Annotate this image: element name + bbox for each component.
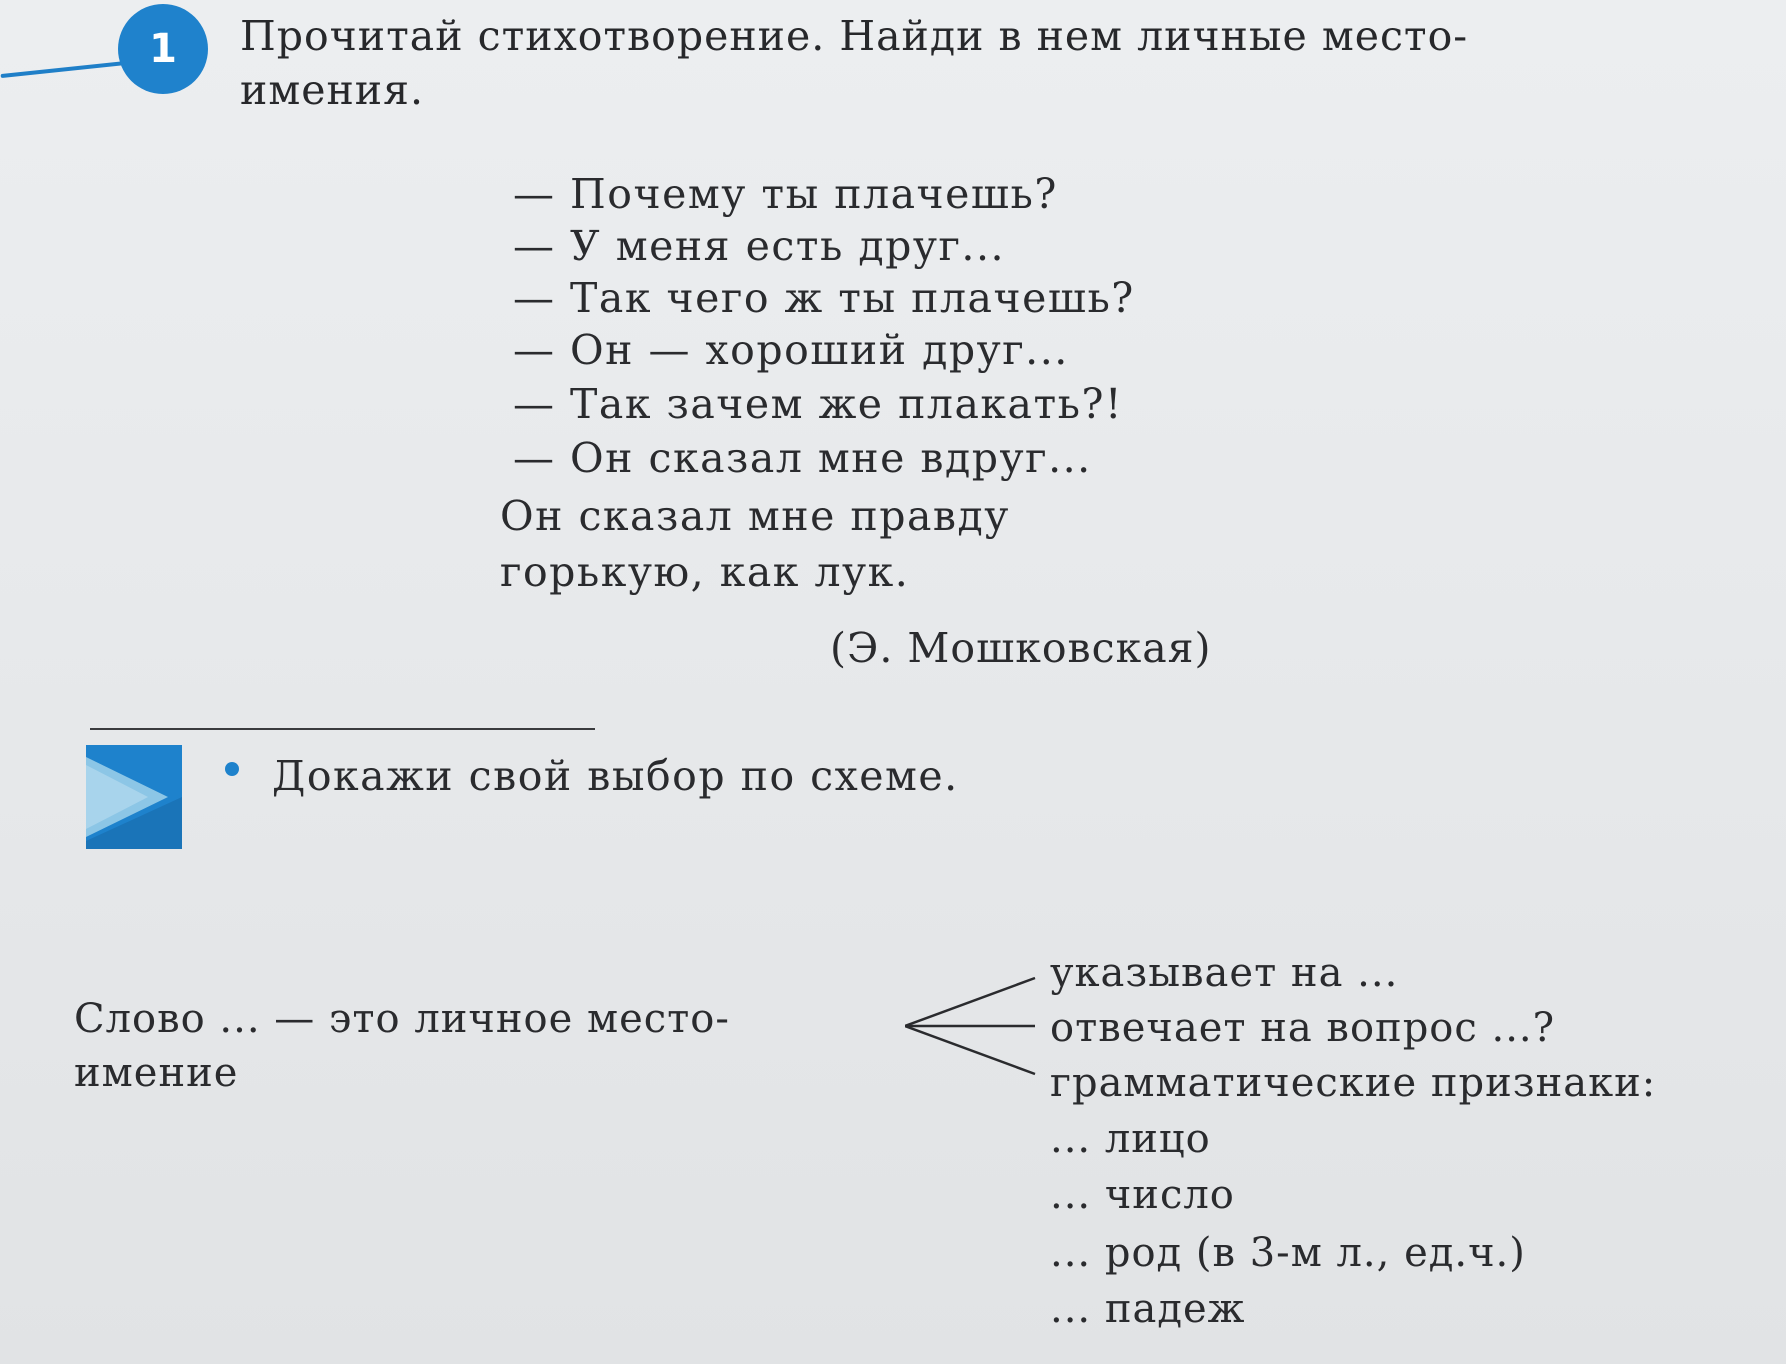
scheme-feature: ... род (в 3-м л., ед.ч.)	[1050, 1230, 1526, 1276]
scheme-branch: грамматические признаки:	[1050, 1060, 1657, 1106]
poem-line: Он сказал мне правду	[500, 492, 1010, 540]
task-number-badge	[118, 4, 208, 94]
poem-line: — Он сказал мне вдруг...	[513, 434, 1092, 482]
scheme-branch: указывает на ...	[1050, 950, 1399, 996]
scheme-left-line-1: Слово ... — это личное место-	[74, 996, 730, 1042]
poem-line: — У меня есть друг...	[513, 222, 1006, 270]
scheme-feature: ... число	[1050, 1172, 1235, 1218]
bullet-dot-icon	[225, 762, 239, 776]
poem-line: — Так зачем же плакать?!	[513, 380, 1123, 428]
scheme-branch-arrows	[905, 960, 1045, 1100]
poem-line: — Он — хороший друг...	[513, 326, 1069, 374]
play-marker-icon	[86, 745, 182, 849]
poem-line: — Почему ты плачешь?	[513, 170, 1058, 218]
scheme-branch: отвечает на вопрос ...?	[1050, 1005, 1556, 1051]
instruction-text: Докажи свой выбор по схеме.	[272, 752, 959, 800]
poem-line: — Так чего ж ты плачешь?	[513, 274, 1135, 322]
task-number: 1	[149, 26, 177, 72]
scheme-feature: ... лицо	[1050, 1116, 1211, 1162]
badge-connector-line	[1, 60, 136, 78]
task-title-line-1: Прочитай стихотворение. Найди в нем личные место-	[240, 12, 1469, 60]
poem-author: (Э. Мошковская)	[830, 624, 1212, 672]
section-divider	[90, 728, 595, 730]
scheme-feature: ... падеж	[1050, 1286, 1246, 1332]
task-title-line-2: имения.	[240, 66, 425, 114]
scheme-left-line-2: имение	[74, 1050, 239, 1096]
poem-line: горькую, как лук.	[500, 548, 910, 596]
